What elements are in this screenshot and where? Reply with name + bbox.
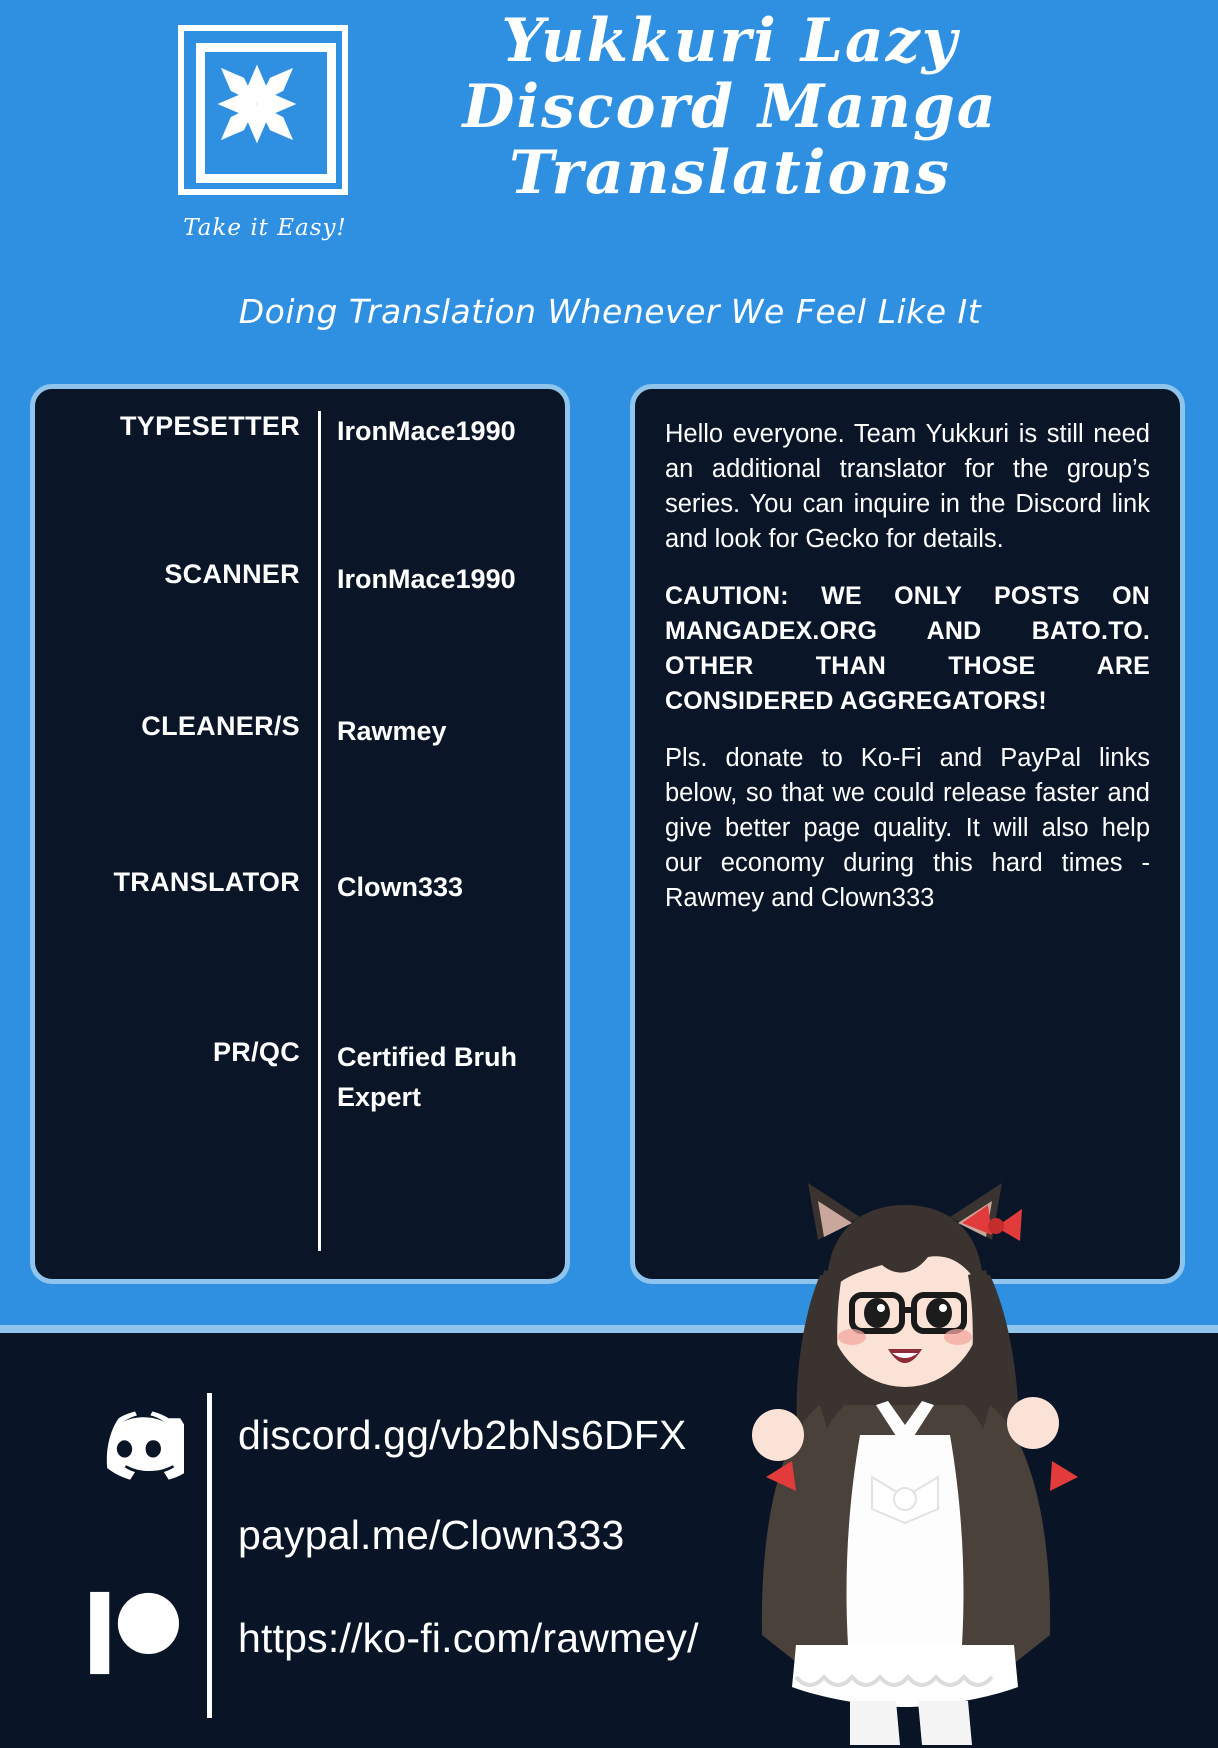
credit-name-value: IronMace1990	[337, 564, 516, 594]
credit-name-value: IronMace1990	[337, 416, 516, 446]
note-paragraph-1: Hello everyone. Team Yukkuri is still need an additional translator for the group’s series. You can inquire in the Discord link and look for Gecko for details.	[665, 420, 1150, 553]
footer-divider	[207, 1393, 212, 1718]
patreon-icon	[88, 1590, 184, 1676]
credit-role-label: TRANSLATOR	[113, 867, 300, 897]
note-caution: CAUTION: WE ONLY POSTS ON MANGADEX.ORG AND BATO.TO. OTHER THAN THOSE ARE CONSIDERED AGGREGATORS!	[665, 582, 1150, 715]
credit-role-label: PR/QC	[212, 1037, 300, 1067]
title-line-3: Translations	[509, 138, 951, 208]
credit-row-scanner	[35, 559, 565, 599]
square-star-logo-icon	[216, 63, 298, 145]
footer-separator	[0, 1325, 1218, 1333]
credit-row-translator	[35, 867, 565, 907]
link-discord[interactable]: discord.gg/vb2bNs6DFX	[238, 1412, 687, 1458]
header-subtitle: Doing Translation Whenever We Feel Like It	[238, 292, 982, 331]
link-paypal[interactable]: paypal.me/Clown333	[238, 1512, 625, 1558]
notes-panel	[630, 384, 1185, 1284]
header-banner	[0, 0, 1218, 368]
tagline: Take it Easy!	[183, 215, 347, 241]
credit-role-label: CLEANER/S	[141, 711, 300, 741]
credits-panel	[30, 384, 570, 1284]
group-logo	[178, 25, 348, 195]
credit-role-label: SCANNER	[164, 559, 300, 589]
link-kofi[interactable]: https://ko-fi.com/rawmey/	[238, 1615, 699, 1661]
note-paragraph-2: Pls. donate to Ko-Fi and PayPal links below, so that we could release faster and give better page quality. It will also help our economy during this hard times - Rawmey and Clown333	[665, 744, 1150, 912]
credit-name-value: Certified Bruh Expert	[337, 1042, 518, 1112]
title-line-1: Yukkuri Lazy	[501, 6, 959, 76]
credit-row-prqc	[35, 1037, 565, 1117]
site-title	[390, 8, 1070, 206]
credit-role-label: TYPESETTER	[119, 411, 300, 441]
discord-icon	[88, 1410, 184, 1484]
content-area	[0, 368, 1218, 1333]
title-line-2: Discord Manga	[462, 72, 998, 142]
credit-row-cleaners	[35, 711, 565, 751]
credit-name-value: Clown333	[337, 872, 464, 902]
credit-name-value: Rawmey	[337, 716, 447, 746]
credit-row-typesetter	[35, 411, 565, 451]
credits-divider	[318, 411, 321, 1251]
